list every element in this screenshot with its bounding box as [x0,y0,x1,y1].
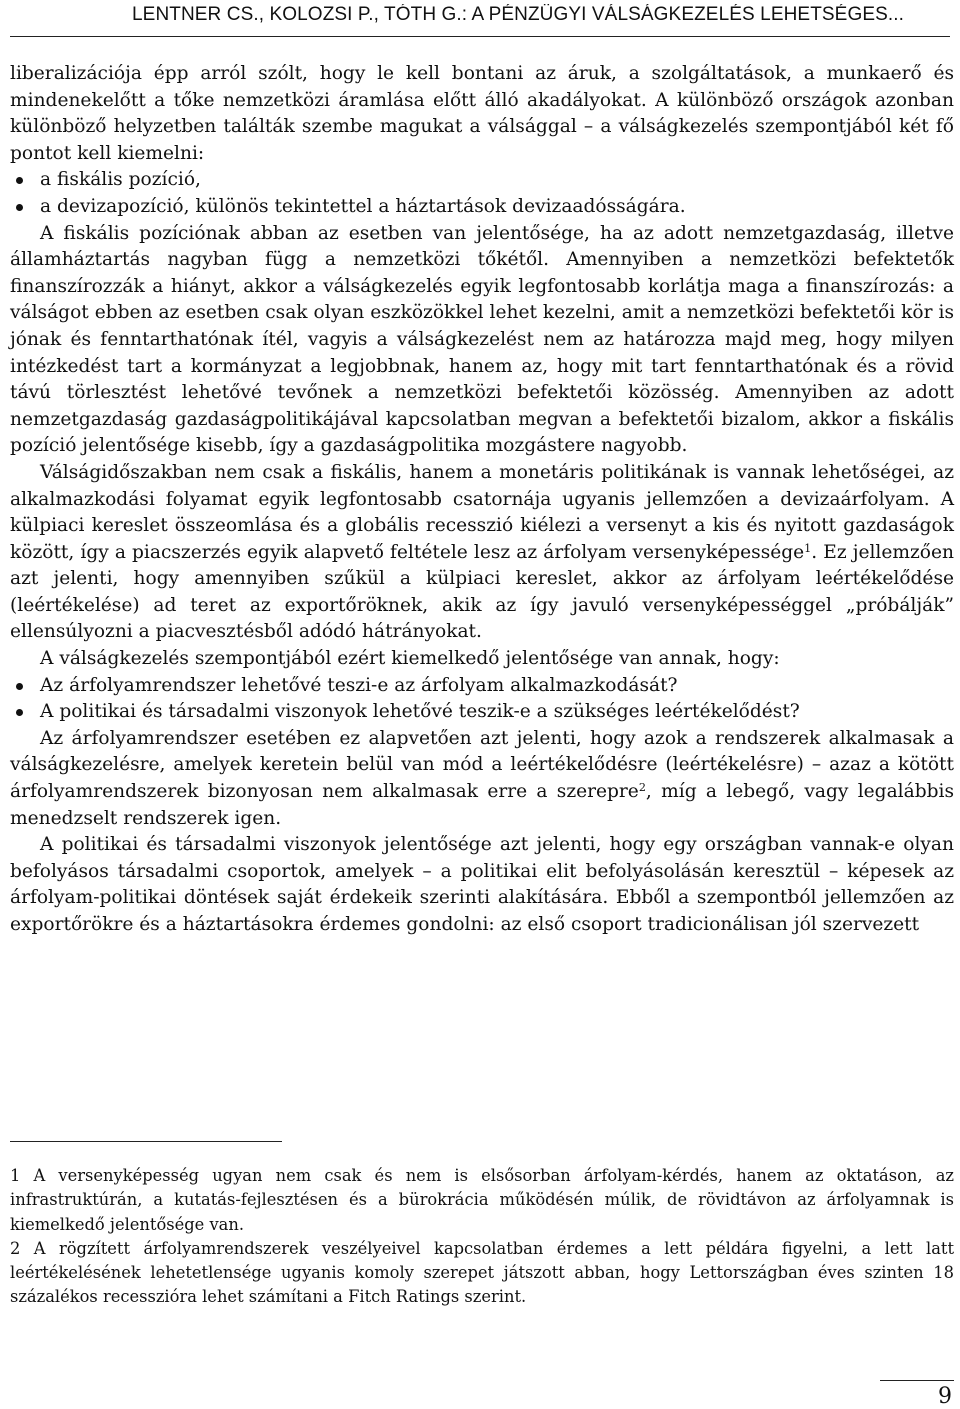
paragraph-6: A politikai és társadalmi viszonyok jelentősége azt jelenti, hogy egy országban vannak-e olyan befolyásos társadalmi csoportok, amelyek – a politikai elit befolyásolásán keresztül – képesek az árfolyam-politikai döntések saját érdekeik szerinti alakítására. Ebből a szempontból jellemzően az exportőrökre és a háztartásokra érdemes gondolni: az első csoport tradicionálisan jól szervezett [10,834,954,935]
footnote-divider [10,1141,282,1142]
footnote-1: 1 A versenyképesség ugyan nem csak és nem is elsősorban árfolyam-kérdés, hanem az oktatáson, az infrastruktúrán, a kutatás-fejlesztésen és a bürokrácia működésén múlik, de rövidtávon az árfolyamnak is kiemelkedő jelentősége van. [10,1166,954,1234]
bullet-icon [16,683,23,690]
paragraph-5: Az árfolyamrendszer esetében ez alapvetően azt jelenti, hogy azok a rendszerek alkalmasak a válságkezelésre, amelyek keretein belül van mód a leértékelődésre (leértékelésre) – azaz a kötött árfolyamrendszerek bizonyosan nem alkalmasak erre a szerepre$^2$, míg a lebegő, vagy legalábbis menedzselt rendszerek igen. [10,727,954,829]
footnote-ref-2[interactable]: 2 [638,781,646,795]
list-item: a fiskális pozíció, [10,167,954,194]
bullet-icon [16,709,23,716]
list-item: a devizapozíció, különös tekintettel a háztartások devizaadósságára. [10,194,954,221]
running-header: LENTNER CS., KOLOZSI P., TÓTH G.: A PÉNZÜGYI VÁLSÁGKEZELÉS LEHETSÉGES... [132,4,905,25]
footnotes [10,1164,954,1310]
paragraph-1: liberalizációja épp arról szólt, hogy le kell bontani az áruk, a szolgáltatások, a munkaerő és mindenekelőtt a tőke nemzetközi áramlása előtt álló akadályokat. A különböző országok azonban különböző helyzetben találták szembe magukat a válsággal – a válságkezelés szempontjából két fő pontot kell kiemelni: [10,63,954,164]
bullet-list-questions [10,673,954,726]
paragraph-2: A fiskális pozíciónak abban az esetben van jelentősége, ha az adott nemzetgazdaság, illetve államháztartás nagyban függ a nemzetközi tőkétől. Amennyiben a nemzetközi befektetők finanszírozzák a hiányt, akkor a válságkezelés egyik legfontosabb korlátja maga a finanszírozás: a válságot ebben az esetben csak olyan eszközökkel lehet kezelni, amit a nemzetközi befektetői kör is jónak és fenntarthatónak ítél, vagyis a válságkezelést nem az határozza majd meg, hogy milyen intézkedést tart a kormányzat a legjobbnak, hanem az, hogy mit tart fenntarthatónak és a rövid távú törlesztést lehetővé tevőnek a nemzetközi befektetői közösség. Amennyiben az adott nemzetgazdaság gazdaságpolitikájával kapcsolatban megvan a befektetői bizalom, akkor a fiskális pozíció jelentősége kisebb, így a gazdaságpolitika mozgástere nagyobb. [10,222,954,457]
bullet-list-positions [10,167,954,220]
page-number: 9 [938,1384,952,1409]
main-text [10,61,954,939]
bullet-icon [16,204,23,211]
header-divider [10,36,950,37]
paragraph-4: A válságkezelés szempontjából ezért kiemelkedő jelentősége van annak, hogy: [40,648,780,670]
footnote-ref-1[interactable]: 1 [804,541,812,555]
list-item: A politikai és társadalmi viszonyok lehetővé teszik-e a szükséges leértékelődést? [10,699,954,726]
paragraph-3: Válságidőszakban nem csak a fiskális, hanem a monetáris politikának is vannak lehetőségei, az alkalmazkodási folyamat egyik legfontosabb csatornája ugyanis jellemzően a devizaárfolyam. A külpiaci kereslet összeomlása és a globális recesszió kiélezi a versenyt a kis és nyitott gazdaságok között, így a piacszerzés egyik alapvető feltétele lesz az árfolyam versenyképessége$^1$. Ez jellemzően azt jelenti, hogy amennyiben szűkül a külpiaci kereslet, akkor az árfolyam leértékelődése (leértékelése) ad teret az exportőröknek, akik az így javuló versenyképességgel „próbálják” ellensúlyozni a piacvesztésből adódó hátrányokat. [10,461,954,643]
list-item: Az árfolyamrendszer lehetővé teszi-e az árfolyam alkalmazkodását? [10,673,954,700]
page-number-divider [880,1380,954,1381]
footnote-2: 2 A rögzített árfolyamrendszerek veszélyeivel kapcsolatban érdemes a lett példára figyelni, a lett latt leértékelésének lehetetlensége ugyanis komoly szerepet játszott abban, hogy Lettországban éves szinten 18 százalékos recesszióra lehet számítani a Fitch Ratings szerint. [10,1238,954,1307]
bullet-icon [16,177,23,184]
